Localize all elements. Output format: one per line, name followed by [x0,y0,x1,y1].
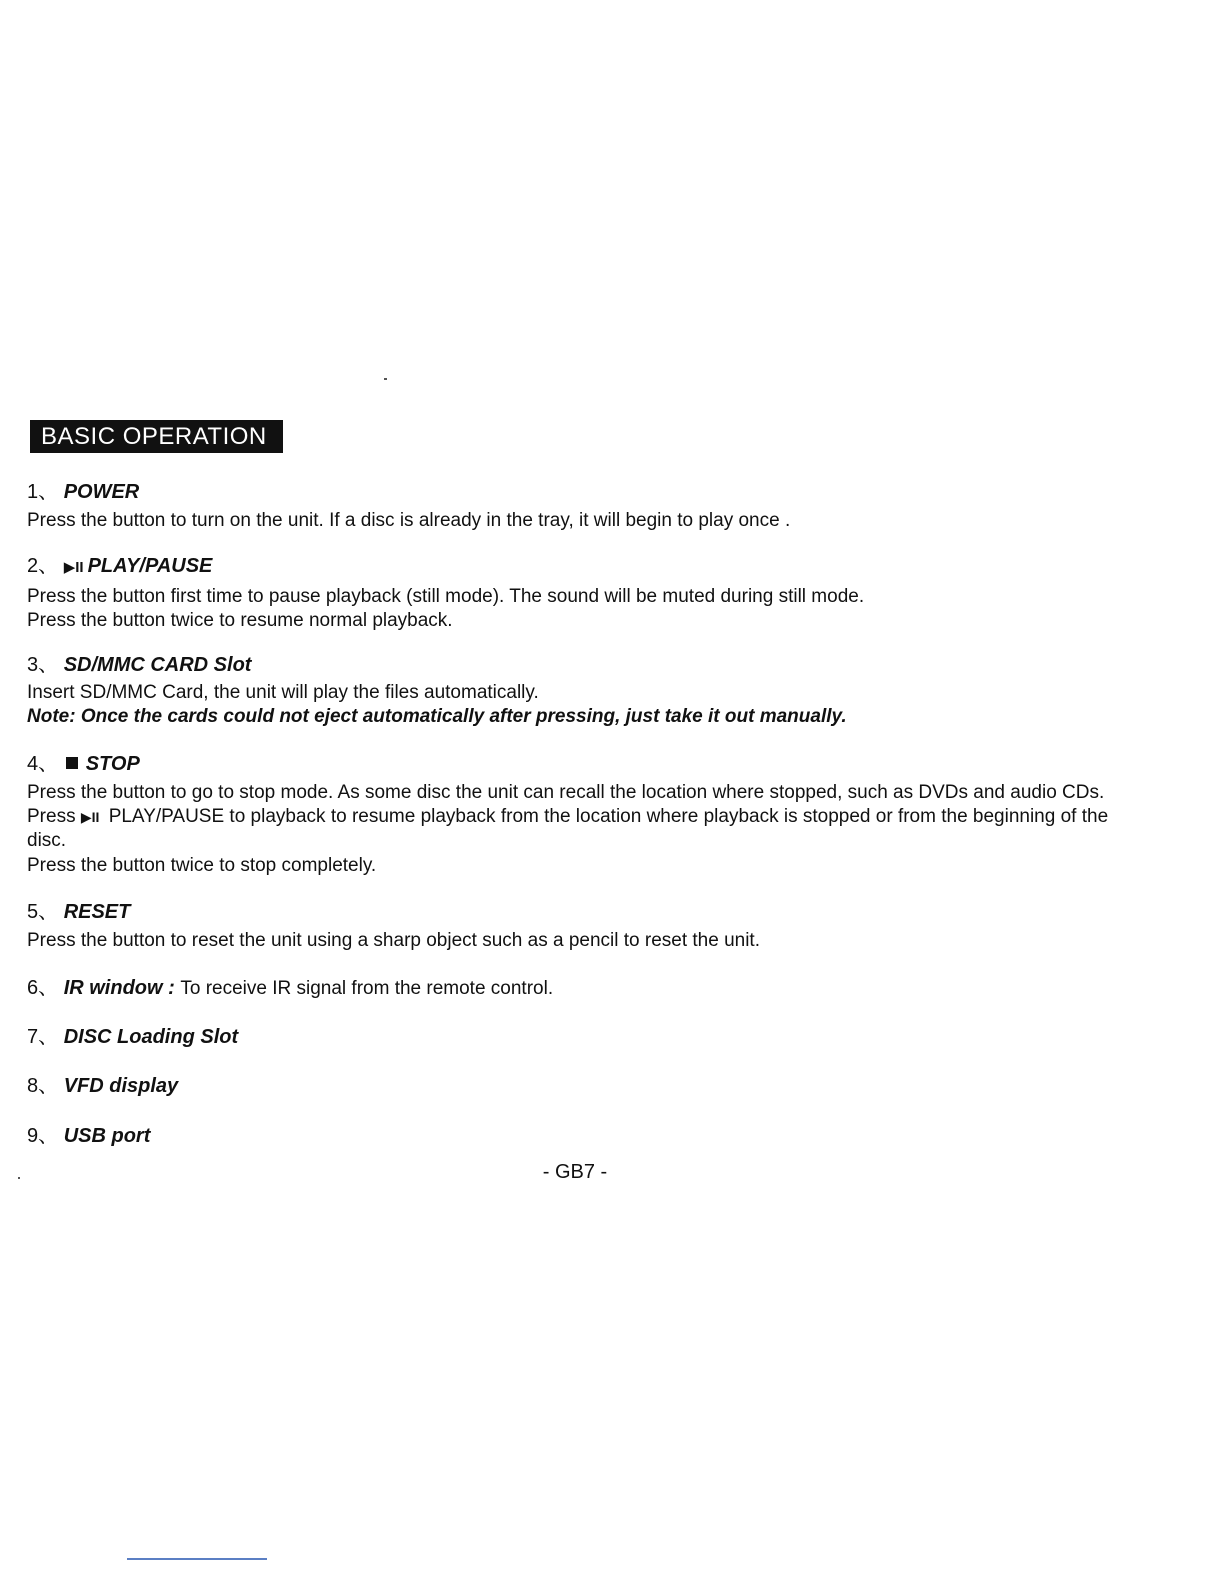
item-sd-mmc-card-slot [27,653,1197,729]
item-number: 1、 [27,481,59,503]
item-title [27,554,1197,580]
item-label: IR window : [63,977,175,999]
stop-icon [66,757,78,769]
item-label: STOP [85,753,140,775]
item-description-prefix: Press [27,806,76,827]
item-number: 8、 [27,1075,59,1097]
item-usb-port [27,1124,1197,1148]
item-label: POWER [63,481,140,503]
item-title [27,1025,1197,1049]
item-number: 7、 [27,1026,59,1048]
item-number: 5、 [27,901,59,923]
item-vfd-display [27,1074,1197,1098]
item-title [27,653,1197,677]
page-number: - GB7 - [542,1161,608,1183]
item-label: VFD display [63,1075,179,1097]
item-description: Press the button first time to pause playback (still mode). The sound will be muted during still mode. [27,586,865,607]
item-label: RESET [63,901,131,923]
item-description: Press the button twice to stop completely. [27,855,377,876]
item-description: Press the button to reset the unit using a sharp object such as a pencil to reset the unit. [27,930,760,951]
item-description: Insert SD/MMC Card, the unit will play the files automatically. [27,682,539,703]
item-number: 3、 [27,654,59,676]
item-title [27,1074,1197,1098]
item-number: 4、 [27,753,59,775]
item-label: DISC Loading Slot [63,1026,239,1048]
item-power [27,480,1197,533]
item-number: 6、 [27,977,59,999]
item-note: Note: Once the cards could not eject automatically after pressing, just take it out manually. [27,706,847,727]
item-stop [27,752,1197,878]
item-ir-window [27,976,1197,1001]
item-description: Press the button to turn on the unit. If a disc is already in the tray, it will begin to play once . [27,510,791,531]
bottom-rule [127,1558,267,1560]
item-label: PLAY/PAUSE [87,555,213,577]
item-description: Press the button twice to resume normal playback. [27,610,453,631]
item-title [27,976,1197,1001]
item-description: To receive IR signal from the remote control. [180,978,554,999]
play-pause-icon: ▶II [80,809,100,825]
item-description: Press the button to go to stop mode. As some disc the unit can recall the location where stopped, such as DVDs and audio CDs. [27,782,1105,803]
section-header-basic-operation: BASIC OPERATION [30,420,283,453]
item-title [27,1124,1197,1148]
item-title [27,900,1197,924]
item-play-pause [27,554,1197,633]
item-label: USB port [63,1125,151,1147]
item-description-rest: PLAY/PAUSE to playback to resume playback from the location where playback is stopped or from the beginning of the disc. [27,806,1109,851]
item-title [27,480,1197,504]
play-pause-icon: ▶II [63,559,84,576]
item-reset [27,900,1197,953]
item-number: 2、 [27,555,59,577]
item-description [27,805,1137,852]
item-disc-loading-slot [27,1025,1197,1049]
scan-speck [384,378,387,380]
item-title [27,752,1197,776]
item-number: 9、 [27,1125,59,1147]
item-label: SD/MMC CARD Slot [63,654,252,676]
